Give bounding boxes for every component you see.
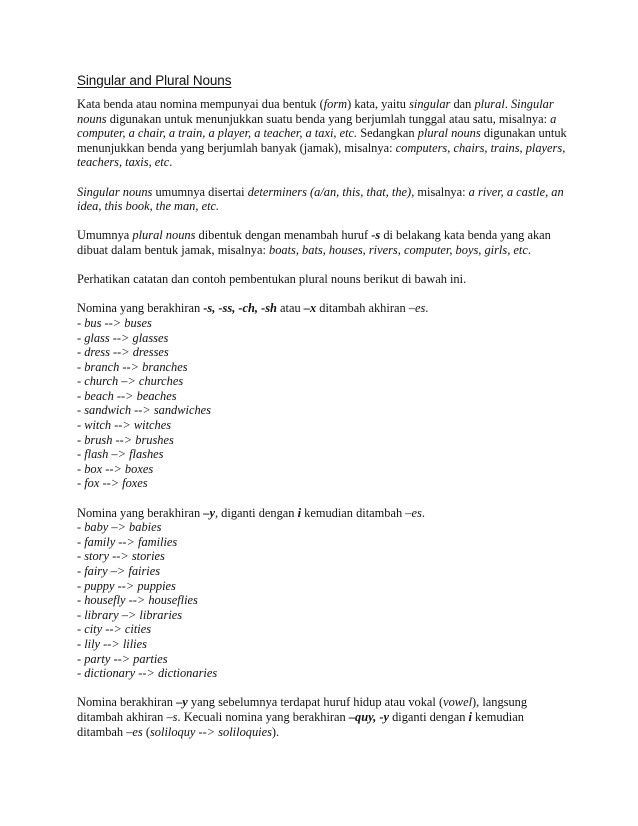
paragraph-gap xyxy=(77,287,569,302)
text-run: Nomina yang berakhiran xyxy=(77,505,204,520)
paragraph-gap xyxy=(77,214,569,229)
list-item: - dictionary --> dictionaries xyxy=(77,666,218,681)
text-run: kemudian ditambah xyxy=(301,505,406,520)
italic-run: soliloquy --> soliloquies xyxy=(149,724,272,739)
italic-run: plural xyxy=(474,97,505,111)
italic-run: boats, bats, houses, rivers, computer, boys, girls, etc xyxy=(269,242,528,257)
list-item: - church –> churches xyxy=(77,374,184,389)
paragraph-determiners xyxy=(77,185,569,214)
text-run: . xyxy=(425,301,429,316)
list-item: - sandwich --> sandwiches xyxy=(77,403,211,418)
list-item: - baby –> babies xyxy=(77,520,162,535)
text-run: , misalnya: xyxy=(411,184,469,199)
bold-italic-run: –x xyxy=(303,301,317,316)
paragraph-gap xyxy=(77,258,569,273)
bold-italic-run: i xyxy=(468,709,472,724)
list-item: - glass --> glasses xyxy=(77,330,169,345)
italic-run: plural nouns xyxy=(417,126,481,141)
italic-run: plural nouns xyxy=(132,228,196,243)
list-item: - puppy --> puppies xyxy=(77,578,176,593)
italic-run: determiners (a/an, this, that, the) xyxy=(247,184,412,199)
paragraph-plural-formation xyxy=(77,228,569,257)
text-run: ). xyxy=(271,724,280,739)
rule-es-examples xyxy=(77,316,569,491)
text-run: Nomina yang berakhiran xyxy=(77,301,204,316)
list-item: - flash –> flashes xyxy=(77,447,164,462)
list-item: - branch --> branches xyxy=(77,359,188,374)
italic-run: –es xyxy=(126,724,143,739)
list-item: - box --> boxes xyxy=(77,461,154,476)
text-run: , diganti dengan xyxy=(214,505,298,520)
list-item: - party --> parties xyxy=(77,651,168,666)
paragraph-gap xyxy=(77,681,569,696)
list-item: - fox --> foxes xyxy=(77,476,148,491)
bold-italic-run: -s, -ss, -ch, -sh xyxy=(203,301,277,316)
text-run: yang sebelumnya terdapat huruf hidup atau vokal ( xyxy=(187,695,444,710)
paragraph-intro xyxy=(77,97,569,170)
paragraph-gap xyxy=(77,491,569,506)
list-item: - story --> stories xyxy=(77,549,165,564)
italic-run: Singular nouns xyxy=(77,97,554,126)
paragraph-gap xyxy=(77,170,569,185)
text-run: Umumnya xyxy=(77,228,133,243)
list-item: - city --> cities xyxy=(77,622,152,637)
list-item: - library –> libraries xyxy=(77,607,183,622)
text-run: ), langsung ditambah akhiran xyxy=(77,695,528,724)
italic-run: Singular nouns xyxy=(77,184,153,199)
text-run: umumnya disertai xyxy=(152,184,248,199)
list-item: - beach --> beaches xyxy=(77,388,177,403)
text-run: . xyxy=(527,242,531,257)
text-run: ditambah akhiran xyxy=(316,301,409,316)
text-run: . xyxy=(504,97,511,111)
italic-run: a computer, a chair, a train, a player, a teacher, a taxi, etc. xyxy=(77,111,557,141)
bold-italic-run: –y xyxy=(176,695,188,710)
text-run: ) kata, yaitu xyxy=(347,97,410,111)
text-run: digunakan untuk menunjukkan benda yang berjumlah banyak (jamak), misalnya: xyxy=(77,126,567,155)
text-run: ( xyxy=(142,724,150,739)
document-title: Singular and Plural Nouns xyxy=(77,73,232,88)
list-item: - housefly --> houseflies xyxy=(77,593,198,608)
bold-italic-run: –y xyxy=(203,505,215,520)
list-item: - brush --> brushes xyxy=(77,432,174,447)
bold-italic-run: -s xyxy=(371,228,381,243)
list-item: - lily --> lilies xyxy=(77,636,147,651)
italic-run: form xyxy=(323,97,348,111)
document-body xyxy=(77,97,569,739)
text-run: . xyxy=(169,155,173,170)
text-run: Nomina berakhiran xyxy=(77,695,177,710)
paragraph-note: Perhatikan catatan dan contoh pembentukan plural nouns berikut di bawah ini. xyxy=(77,272,467,287)
rule-ies-heading xyxy=(77,506,569,521)
bold-italic-run: –quy, -y xyxy=(348,709,389,724)
italic-run: computers, chairs, trains, players, teachers, taxis, etc xyxy=(77,140,566,170)
italic-run: singular xyxy=(409,97,451,111)
text-run: Kata benda atau nomina mempunyai dua bentuk ( xyxy=(77,97,324,111)
text-run: digunakan untuk menunjukkan suatu benda yang berjumlah tunggal atau satu, misalnya: xyxy=(106,111,551,126)
text-run: . Kecuali nomina yang berakhiran xyxy=(177,709,349,724)
text-run: dan xyxy=(450,97,475,111)
list-item: - family --> families xyxy=(77,534,178,549)
list-item: - bus --> buses xyxy=(77,315,152,330)
text-run: di belakang kata benda yang akan dibuat dalam bentuk jamak, misalnya: xyxy=(77,228,551,257)
rule-ies-examples xyxy=(77,520,569,681)
list-item: - witch --> witches xyxy=(77,418,172,433)
text-run: diganti dengan xyxy=(389,709,469,724)
italic-run: vowel xyxy=(443,695,473,710)
paragraph-vowel-rule xyxy=(77,695,569,739)
list-item: - dress --> dresses xyxy=(77,345,169,360)
italic-run: a river, a castle, an idea, this book, the man, etc. xyxy=(77,184,564,214)
italic-run: –es xyxy=(408,301,426,316)
text-run: . xyxy=(421,505,425,520)
bold-italic-run: i xyxy=(297,505,302,520)
text-run: kemudian ditambah xyxy=(77,709,524,739)
text-run: atau xyxy=(276,301,304,316)
text-run: Sedangkan xyxy=(357,126,418,141)
rule-es-heading xyxy=(77,301,569,316)
text-run: dibentuk dengan menambah huruf xyxy=(195,228,372,243)
list-item: - fairy –> fairies xyxy=(77,564,161,578)
italic-run: –es xyxy=(405,505,422,520)
italic-run: –s xyxy=(166,709,178,724)
